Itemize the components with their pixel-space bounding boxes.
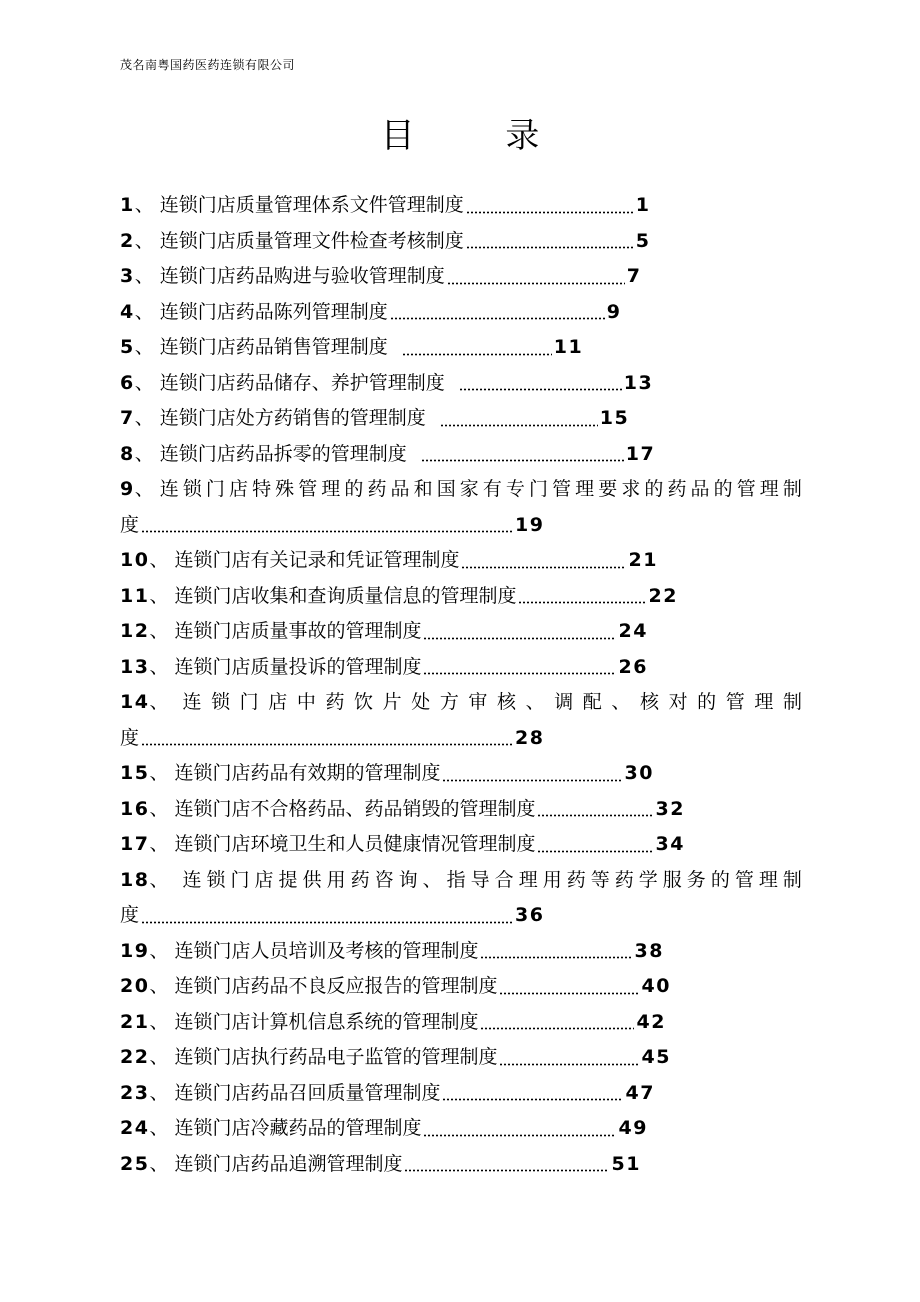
toc-entry-number: 24: [120, 1117, 150, 1139]
toc-page-number: 17: [625, 442, 656, 465]
toc-leader-dots: [537, 814, 653, 817]
toc-page-number: 19: [515, 513, 545, 536]
toc-entry: [120, 259, 802, 295]
toc-title-char: 的: [344, 478, 364, 500]
toc-title-char: 药: [325, 691, 345, 713]
toc-entry-number: 1: [120, 194, 135, 216]
toc-entry: [120, 188, 802, 224]
toc-entry: [120, 543, 802, 579]
toc-leader-dots: [442, 779, 622, 782]
toc-title-char: 审: [468, 691, 488, 713]
toc-entry-separator: 、: [149, 1117, 169, 1139]
toc-leader-dots: [423, 1134, 616, 1137]
toc-entry-separator: 、: [149, 620, 169, 642]
toc-entry: [120, 934, 802, 970]
toc-entry-line: [120, 685, 802, 721]
toc-entry-separator: 、: [149, 1046, 169, 1068]
toc-title-char: 核: [639, 691, 659, 713]
toc-title-char: 和: [413, 478, 433, 500]
toc-leader-dots: [442, 1098, 623, 1101]
toc-title-char: 门: [239, 691, 259, 713]
toc-page-number: 9: [606, 300, 622, 323]
toc-entry: [120, 1111, 802, 1147]
toc-title-char: 药: [350, 868, 370, 891]
toc-title-char: 药: [667, 478, 687, 500]
toc-title-char: 店: [268, 691, 288, 713]
toc-page-number: 5: [635, 229, 651, 252]
toc-title-char: 连: [182, 691, 202, 713]
toc-title-char: 有: [482, 478, 502, 500]
toc-entry-title: 连锁门店药品销售管理制度: [159, 336, 388, 358]
toc-entry-separator: 、: [134, 442, 154, 465]
toc-entry-number: 11: [120, 584, 150, 607]
toc-title-char: 理: [518, 868, 538, 891]
table-of-contents: [120, 188, 802, 1182]
toc-title-char: 片: [382, 691, 402, 713]
toc-leader-dots: [537, 850, 653, 853]
toc-title-char: 方: [439, 691, 459, 713]
toc-page-number: 47: [625, 1081, 655, 1104]
toc-entry-number: 10: [120, 549, 150, 571]
toc-entry-number: 4: [120, 300, 135, 323]
toc-entry-title: 连锁门店冷藏药品的管理制度: [174, 1117, 422, 1139]
toc-leader-dots: [141, 530, 513, 533]
toc-title-char: 理: [754, 691, 774, 713]
toc-title-char: 务: [686, 868, 706, 891]
toc-leader-dots: [447, 282, 625, 285]
toc-page-number: 21: [628, 549, 658, 571]
toc-entry: [120, 1076, 802, 1112]
toc-entry: [120, 366, 802, 402]
toc-entry-number: 9: [120, 478, 135, 500]
toc-title-char: 理: [758, 868, 778, 891]
toc-entry-number: 20: [120, 975, 150, 997]
toc-title-char: 核: [497, 691, 517, 713]
toc-entry-title-cont: 度: [120, 726, 140, 749]
toc-title-char: 用: [326, 868, 346, 891]
toc-entry-number: 3: [120, 265, 135, 287]
toc-title-char: 服: [662, 868, 682, 891]
toc-title-char: 殊: [275, 478, 295, 500]
toc-title-char: 药: [566, 868, 586, 891]
toc-page-number: 34: [655, 833, 685, 855]
toc-title-char: 提: [278, 868, 298, 891]
toc-entry: [120, 650, 802, 686]
toc-leader-dots: [459, 388, 622, 391]
toc-entry-lead: [120, 863, 168, 899]
page-header-company: 茂名南粤国药医药连锁有限公司: [120, 58, 296, 72]
toc-leader-dots: [480, 1027, 634, 1030]
toc-entry-separator: 、: [149, 655, 169, 678]
toc-entry-title: 连锁门店计算机信息系统的管理制度: [174, 1010, 479, 1033]
toc-leader-dots: [404, 1169, 609, 1172]
toc-entry-separator: 、: [149, 868, 169, 891]
toc-entry-title-cont: 度: [120, 513, 140, 536]
toc-entry-separator: 、: [134, 336, 154, 358]
toc-title-char: 门: [529, 478, 549, 500]
toc-entry-continuation: [120, 721, 802, 757]
toc-title-char: 、: [611, 691, 631, 713]
toc-title-char: 合: [494, 868, 514, 891]
toc-entry-number: 22: [120, 1046, 150, 1068]
toc-entry-separator: 、: [149, 797, 169, 820]
toc-title-char: 的: [644, 478, 664, 500]
toc-page-number: 45: [641, 1046, 671, 1068]
toc-leader-dots: [141, 921, 513, 924]
toc-entry-title: 连锁门店收集和查询质量信息的管理制度: [174, 584, 517, 607]
toc-leader-dots: [423, 637, 616, 640]
toc-title-char: 家: [459, 478, 479, 500]
toc-title-char: 特: [252, 478, 272, 500]
toc-leader-dots: [461, 566, 626, 569]
toc-title-char: 学: [638, 868, 658, 891]
toc-entry-separator: 、: [149, 549, 169, 571]
toc-page-number: 22: [648, 584, 678, 607]
toc-leader-dots: [499, 992, 639, 995]
toc-entry-separator: 、: [134, 265, 154, 287]
toc-entry-number: 25: [120, 1152, 150, 1175]
toc-title-char: 求: [621, 478, 641, 500]
toc-entry-number: 12: [120, 620, 150, 642]
toc-title-char: 管: [734, 868, 754, 891]
toc-title-char: 调: [554, 691, 574, 713]
toc-entry-separator: 、: [149, 975, 169, 997]
toc-entry-separator: 、: [149, 584, 169, 607]
toc-title-char: 对: [668, 691, 688, 713]
toc-leader-dots: [440, 424, 598, 427]
toc-page-number: 1: [635, 194, 651, 216]
toc-page-number: 15: [599, 407, 630, 429]
toc-leader-dots: [390, 317, 605, 320]
toc-leader-dots: [466, 211, 634, 214]
toc-title-char: 品: [390, 478, 410, 500]
toc-entry-number: 15: [120, 762, 150, 784]
toc-entry-title: 连锁门店药品购进与验收管理制度: [159, 265, 445, 287]
toc-page-number: 40: [641, 975, 671, 997]
toc-page-number: 42: [636, 1010, 666, 1033]
toc-title-char: 门: [205, 478, 225, 500]
toc-title-char: 的: [710, 868, 730, 891]
toc-entry-number: 18: [120, 868, 150, 891]
toc-title-char: 供: [302, 868, 322, 891]
toc-entry-continuation: [120, 898, 802, 934]
toc-entry-separator: 、: [149, 1010, 169, 1033]
toc-entry-line: [120, 472, 802, 508]
toc-entry-number: 13: [120, 655, 150, 678]
toc-page-number: 13: [623, 371, 654, 394]
toc-entry-separator: 、: [149, 833, 169, 855]
toc-entry-separator: 、: [134, 407, 154, 429]
toc-title-char: 用: [542, 868, 562, 891]
toc-entry-separator: 、: [149, 1081, 169, 1104]
toc-page-number: 51: [611, 1152, 641, 1175]
toc-entry-title: 连锁门店药品拆零的管理制度: [159, 442, 407, 465]
toc-title-char: 中: [296, 691, 316, 713]
toc-title-char: 管: [736, 478, 756, 500]
toc-title-char: 理: [575, 478, 595, 500]
toc-title-char: 管: [725, 691, 745, 713]
toc-entry-title: 连锁门店药品不良反应报告的管理制度: [174, 975, 498, 997]
toc-entry-title-cont: 度: [120, 904, 140, 926]
toc-entry: [120, 756, 802, 792]
toc-leader-dots: [141, 743, 513, 746]
toc-title-char: 处: [411, 691, 431, 713]
toc-entry-lead: [120, 685, 168, 721]
toc-title-char: 、: [525, 691, 545, 713]
toc-entry-number: 17: [120, 833, 150, 855]
toc-title-char: 等: [590, 868, 610, 891]
toc-title-char: 要: [598, 478, 618, 500]
toc-title-char: 制: [782, 691, 802, 713]
toc-entry: [120, 1040, 802, 1076]
toc-entry-separator: 、: [149, 939, 169, 962]
toc-entry: [120, 614, 802, 650]
toc-title-char: 理: [321, 478, 341, 500]
toc-entry-title: [182, 685, 802, 721]
toc-entry: [120, 685, 802, 756]
toc-title-char: 管: [552, 478, 572, 500]
toc-title-char: 指: [446, 868, 466, 891]
toc-entry-lead: [120, 472, 154, 508]
toc-title-char: 的: [697, 691, 717, 713]
toc-entry-continuation: [120, 508, 802, 544]
toc-entry-line: [120, 863, 802, 899]
toc-entry: [120, 863, 802, 934]
toc-title-char: 品: [690, 478, 710, 500]
toc-page-number: 36: [515, 904, 545, 926]
toc-title-char: 连: [182, 868, 202, 891]
toc-entry-title: 连锁门店药品召回质量管理制度: [174, 1081, 441, 1104]
toc-entry-title: [160, 472, 802, 508]
toc-entry: [120, 224, 802, 260]
toc-entry-number: 16: [120, 797, 150, 820]
toc-leader-dots: [480, 956, 632, 959]
toc-title-char: 咨: [374, 868, 394, 891]
toc-entry-separator: 、: [149, 1152, 169, 1175]
toc-title-char: 制: [782, 868, 802, 891]
toc-entry-separator: 、: [134, 229, 154, 252]
toc-entry: [120, 295, 802, 331]
toc-page-number: 7: [626, 265, 642, 287]
toc-entry: [120, 472, 802, 543]
toc-entry-title: 连锁门店质量投诉的管理制度: [174, 655, 422, 678]
toc-entry-number: 2: [120, 229, 135, 252]
toc-page-number: 38: [634, 939, 664, 962]
toc-entry-title: 连锁门店药品陈列管理制度: [159, 300, 388, 323]
toc-page-number: 32: [655, 797, 685, 820]
toc-entry: [120, 792, 802, 828]
toc-entry-title: 连锁门店药品储存、养护管理制度: [159, 371, 445, 394]
toc-page-number: 30: [624, 762, 654, 784]
toc-title-char: 店: [254, 868, 274, 891]
toc-page-number: 49: [618, 1117, 648, 1139]
toc-entry-title: 连锁门店不合格药品、药品销毁的管理制度: [174, 797, 536, 820]
toc-leader-dots: [421, 459, 624, 462]
toc-entry-separator: 、: [149, 691, 169, 713]
toc-title-char: 锁: [206, 868, 226, 891]
toc-title-char: 门: [230, 868, 250, 891]
toc-entry-separator: 、: [134, 478, 154, 500]
toc-entry-title: 连锁门店质量管理文件检查考核制度: [159, 229, 464, 252]
toc-title-char: 询: [398, 868, 418, 891]
toc-title-char: 锁: [182, 478, 202, 500]
toc-entry-title: 连锁门店质量事故的管理制度: [174, 620, 422, 642]
toc-leader-dots: [402, 353, 552, 356]
toc-entry: [120, 401, 802, 437]
toc-leader-dots: [466, 246, 634, 249]
toc-page-number: 24: [618, 620, 648, 642]
toc-entry-title: [182, 863, 802, 899]
toc-entry-number: 21: [120, 1010, 150, 1033]
toc-entry: [120, 969, 802, 1005]
toc-entry: [120, 330, 802, 366]
page-title: 目 录: [380, 116, 580, 156]
toc-entry-separator: 、: [134, 194, 154, 216]
toc-title-char: 配: [582, 691, 602, 713]
toc-leader-dots: [499, 1063, 639, 1066]
toc-title-char: 专: [505, 478, 525, 500]
toc-entry: [120, 437, 802, 473]
toc-title-char: 、: [422, 868, 442, 891]
toc-entry-number: 5: [120, 336, 135, 358]
toc-title-char: 理: [759, 478, 779, 500]
toc-entry-number: 7: [120, 407, 135, 429]
toc-entry-number: 19: [120, 939, 150, 962]
toc-entry-title: 连锁门店有关记录和凭证管理制度: [174, 549, 460, 571]
toc-title-char: 饮: [354, 691, 374, 713]
toc-title-char: 国: [436, 478, 456, 500]
toc-title-char: 管: [298, 478, 318, 500]
toc-entry-title: 连锁门店执行药品电子监管的管理制度: [174, 1046, 498, 1068]
toc-entry-separator: 、: [134, 300, 154, 323]
toc-title-char: 制: [782, 478, 802, 500]
toc-entry-number: 6: [120, 371, 135, 394]
toc-entry: [120, 1147, 802, 1183]
toc-entry-title: 连锁门店药品追溯管理制度: [174, 1152, 403, 1175]
toc-entry-separator: 、: [149, 762, 169, 784]
toc-entry: [120, 827, 802, 863]
toc-title-char: 药: [367, 478, 387, 500]
toc-entry: [120, 1005, 802, 1041]
toc-title-char: 店: [228, 478, 248, 500]
toc-title-char: 锁: [211, 691, 231, 713]
toc-page-number: 28: [515, 726, 545, 749]
toc-title-char: 的: [713, 478, 733, 500]
toc-leader-dots: [518, 601, 646, 604]
toc-entry-number: 8: [120, 442, 135, 465]
toc-title-char: 导: [470, 868, 490, 891]
toc-entry-title: 连锁门店环境卫生和人员健康情况管理制度: [174, 833, 536, 855]
toc-entry-title: 连锁门店质量管理体系文件管理制度: [159, 194, 464, 216]
toc-page-number: 26: [618, 655, 648, 678]
toc-entry-number: 14: [120, 691, 150, 713]
toc-title-char: 药: [614, 868, 634, 891]
toc-title-char: 连: [159, 478, 179, 500]
toc-entry-number: 23: [120, 1081, 150, 1104]
toc-entry: [120, 579, 802, 615]
toc-entry-title: 连锁门店处方药销售的管理制度: [159, 407, 426, 429]
toc-leader-dots: [423, 672, 616, 675]
toc-entry-title: 连锁门店药品有效期的管理制度: [174, 762, 441, 784]
toc-entry-separator: 、: [134, 371, 154, 394]
toc-page-number: 11: [553, 336, 584, 358]
toc-entry-title: 连锁门店人员培训及考核的管理制度: [174, 939, 479, 962]
